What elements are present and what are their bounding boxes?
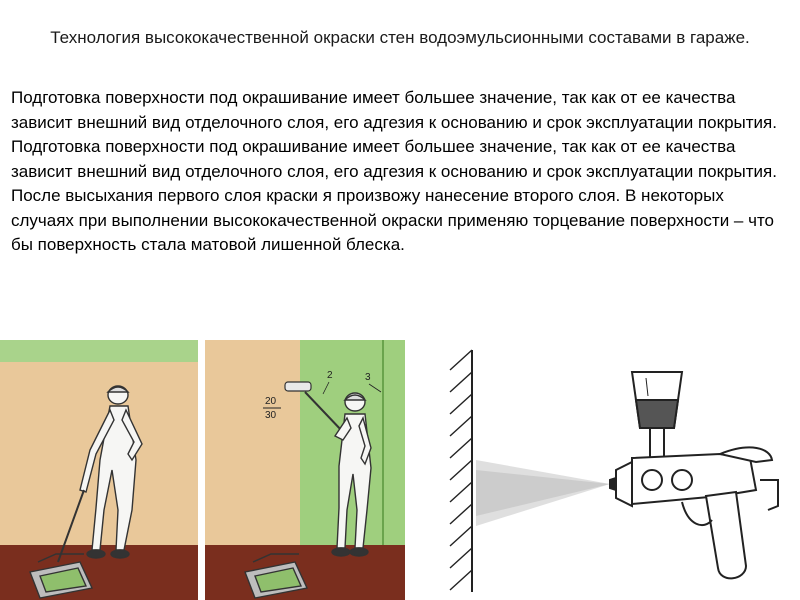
wall-green-band bbox=[0, 340, 198, 362]
hatched-wall bbox=[450, 350, 472, 592]
worker-rolling-wall-illustration bbox=[205, 340, 405, 600]
label-30: 30 bbox=[265, 410, 277, 421]
label-3: 3 bbox=[365, 372, 371, 383]
paragraph-1: Подготовка поверхности под окрашивание имеет большее значение, так как от ее качества зависит внешний вид отделочного слоя, его адгезия к основанию и срок эксплуатации покрытия. bbox=[11, 88, 777, 132]
paragraph-3: После высыхания первого слоя краски я произвожу нанесение второго слоя. В некоторых случаях при выполнении высококачественной окраски применяю торцевание поверхности – что бы поверхность стала матовой лишенной блеска. bbox=[11, 186, 774, 254]
slide-title: Технология высококачественной окраски стен водоэмульсионными составами в гараже. bbox=[50, 28, 750, 47]
paragraph-2: Подготовка поверхности под окрашивание имеет большее значение, так как от ее качества зависит внешний вид отделочного слоя, его адгезия к основанию и срок эксплуатации покрытия. bbox=[11, 137, 777, 181]
label-20: 20 bbox=[265, 396, 277, 407]
label-2: 2 bbox=[327, 370, 333, 381]
worker-loading-roller-illustration bbox=[0, 340, 198, 600]
paint-spray-cone bbox=[476, 460, 610, 526]
spray-gun-illustration bbox=[420, 330, 800, 600]
floor bbox=[205, 545, 405, 600]
spray-gun bbox=[610, 372, 778, 578]
roller bbox=[285, 382, 311, 391]
wall-unpainted-strip bbox=[205, 340, 300, 545]
slide-body bbox=[11, 86, 791, 258]
